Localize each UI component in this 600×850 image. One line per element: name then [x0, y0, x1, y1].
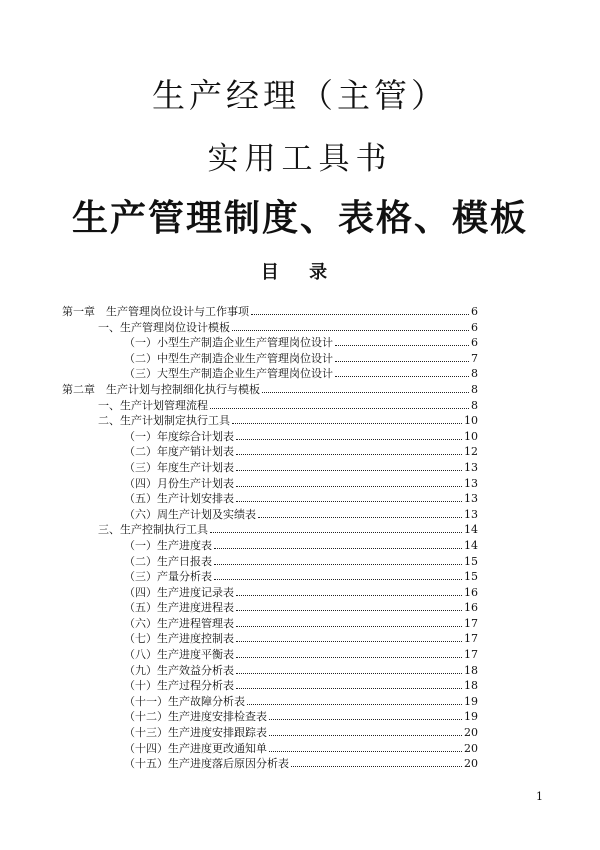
document-title-line2: 实用工具书	[207, 141, 393, 177]
toc-entry-page: 10	[464, 429, 478, 443]
toc-entry[interactable]	[62, 663, 478, 679]
toc-entry-title: （三）大型生产制造企业生产管理岗位设计	[124, 367, 333, 381]
toc-dot-leader	[269, 741, 462, 752]
toc-entry[interactable]	[62, 304, 478, 320]
toc-entry[interactable]	[62, 460, 478, 476]
toc-entry-page: 13	[464, 476, 478, 490]
toc-dot-leader	[232, 413, 462, 424]
toc-entry[interactable]	[62, 678, 478, 694]
toc-entry-title: （十）生产过程分析表	[124, 679, 234, 693]
toc-dot-leader	[232, 320, 469, 331]
toc-dot-leader	[214, 554, 462, 565]
toc-entry-page: 10	[464, 414, 478, 428]
toc-entry[interactable]	[62, 600, 478, 616]
toc-dot-leader	[291, 756, 462, 767]
toc-entry-page: 18	[464, 663, 478, 677]
toc-entry[interactable]	[62, 491, 478, 507]
toc-entry-page: 19	[464, 710, 478, 724]
toc-dot-leader	[236, 631, 462, 642]
toc-entry-page: 17	[464, 648, 478, 662]
toc-entry-title: （十一）生产故障分析表	[124, 694, 245, 708]
toc-entry-page: 15	[464, 570, 478, 584]
toc-dot-leader	[210, 398, 469, 409]
toc-dot-leader	[258, 507, 462, 518]
toc-entry-title: （五）生产计划安排表	[124, 492, 234, 506]
toc-entry-title: （三）产量分析表	[124, 570, 212, 584]
toc-dot-leader	[214, 569, 462, 580]
toc-entry-title: （八）生产进度平衡表	[124, 648, 234, 662]
toc-dot-leader	[236, 616, 462, 627]
toc-dot-leader	[210, 522, 462, 533]
toc-entry-title: （一）生产进度表	[124, 538, 212, 552]
toc-dot-leader	[236, 585, 462, 596]
table-of-contents	[62, 304, 478, 772]
toc-entry-page: 13	[464, 492, 478, 506]
toc-entry-page: 8	[471, 382, 478, 396]
toc-entry-page: 6	[471, 336, 478, 350]
toc-entry[interactable]	[62, 366, 478, 382]
toc-dot-leader	[236, 600, 462, 611]
toc-entry-page: 13	[464, 507, 478, 521]
toc-entry-page: 15	[464, 554, 478, 568]
toc-entry-page: 16	[464, 585, 478, 599]
toc-entry-title: （四）月份生产计划表	[124, 476, 234, 490]
toc-entry-title: （六）生产进程管理表	[124, 616, 234, 630]
toc-entry[interactable]	[62, 429, 478, 445]
toc-entry[interactable]	[62, 507, 478, 523]
toc-entry-title: （二）中型生产制造企业生产管理岗位设计	[124, 351, 333, 365]
toc-entry-title: （六）周生产计划及实绩表	[124, 507, 256, 521]
toc-entry[interactable]	[62, 725, 478, 741]
toc-entry-page: 18	[464, 679, 478, 693]
toc-entry-page: 17	[464, 616, 478, 630]
document-title-line1: 生产经理（主管）	[152, 76, 448, 115]
toc-entry-page: 6	[471, 305, 478, 318]
toc-dot-leader	[236, 460, 462, 471]
toc-entry[interactable]	[62, 538, 478, 554]
toc-entry-page: 17	[464, 632, 478, 646]
toc-entry-title: 一、生产管理岗位设计模板	[98, 320, 230, 334]
toc-entry-page: 8	[471, 398, 478, 412]
toc-dot-leader	[236, 429, 462, 440]
toc-entry-title: （十四）生产进度更改通知单	[124, 741, 267, 755]
toc-entry-title: （九）生产效益分析表	[124, 663, 234, 677]
toc-entry-title: 第一章 生产管理岗位设计与工作事项	[62, 305, 249, 318]
page-number: 1	[536, 790, 543, 803]
toc-entry-title: （二）年度产销计划表	[124, 445, 234, 459]
toc-dot-leader	[335, 335, 469, 346]
toc-dot-leader	[251, 304, 469, 315]
toc-entry-page: 6	[471, 320, 478, 334]
toc-entry-title: （十三）生产进度安排跟踪表	[124, 726, 267, 740]
toc-entry-title: （七）生产进度控制表	[124, 632, 234, 646]
toc-entry-page: 19	[464, 694, 478, 708]
toc-entry-title: 第二章 生产计划与控制细化执行与模板	[62, 382, 260, 396]
toc-entry-title: （一）小型生产制造企业生产管理岗位设计	[124, 336, 333, 350]
toc-dot-leader	[335, 366, 469, 377]
toc-entry-page: 16	[464, 601, 478, 615]
toc-dot-leader	[247, 694, 462, 705]
toc-entry[interactable]	[62, 647, 478, 663]
toc-entry[interactable]	[62, 522, 478, 538]
toc-entry-title: （五）生产进度进程表	[124, 601, 234, 615]
toc-dot-leader	[335, 351, 469, 362]
toc-entry-page: 8	[471, 367, 478, 381]
toc-entry-page: 14	[464, 538, 478, 552]
toc-entry[interactable]	[62, 554, 478, 570]
toc-entry-page: 12	[464, 445, 478, 459]
toc-dot-leader	[236, 491, 462, 502]
toc-entry-title: （十五）生产进度落后原因分析表	[124, 757, 289, 771]
toc-entry-title: （三）年度生产计划表	[124, 460, 234, 474]
toc-entry[interactable]	[62, 398, 478, 414]
toc-entry[interactable]	[62, 476, 478, 492]
toc-dot-leader	[236, 663, 462, 674]
toc-entry-page: 14	[464, 523, 478, 537]
toc-dot-leader	[236, 444, 462, 455]
toc-dot-leader	[236, 678, 462, 689]
toc-entry-title: 二、生产计划制定执行工具	[98, 414, 230, 428]
toc-entry-page: 20	[464, 757, 478, 771]
toc-entry[interactable]	[62, 413, 478, 429]
toc-entry-page: 20	[464, 726, 478, 740]
toc-entry-page: 7	[471, 351, 478, 365]
toc-entry-title: （四）生产进度记录表	[124, 585, 234, 599]
toc-entry[interactable]	[62, 709, 478, 725]
toc-dot-leader	[214, 538, 462, 549]
toc-dot-leader	[236, 647, 462, 658]
toc-entry[interactable]	[62, 631, 478, 647]
toc-entry[interactable]	[62, 335, 478, 351]
toc-entry[interactable]	[62, 320, 478, 336]
toc-entry[interactable]	[62, 444, 478, 460]
toc-entry[interactable]	[62, 694, 478, 710]
toc-dot-leader	[269, 709, 462, 720]
toc-entry-title: 一、生产计划管理流程	[98, 398, 208, 412]
toc-heading: 目 录	[260, 262, 340, 283]
toc-entry[interactable]	[62, 741, 478, 757]
toc-entry[interactable]	[62, 382, 478, 398]
toc-entry-page: 20	[464, 741, 478, 755]
toc-dot-leader	[236, 476, 462, 487]
toc-entry[interactable]	[62, 351, 478, 367]
toc-entry-title: （二）生产日报表	[124, 554, 212, 568]
document-title-line3: 生产管理制度、表格、模板	[71, 197, 528, 239]
toc-entry[interactable]	[62, 756, 478, 772]
toc-dot-leader	[269, 725, 462, 736]
toc-entry-page: 13	[464, 460, 478, 474]
toc-entry[interactable]	[62, 616, 478, 632]
toc-entry-title: （十二）生产进度安排检查表	[124, 710, 267, 724]
toc-entry[interactable]	[62, 569, 478, 585]
toc-entry[interactable]	[62, 585, 478, 601]
toc-dot-leader	[262, 382, 469, 393]
toc-entry-title: （一）年度综合计划表	[124, 429, 234, 443]
toc-entry-title: 三、生产控制执行工具	[98, 523, 208, 537]
